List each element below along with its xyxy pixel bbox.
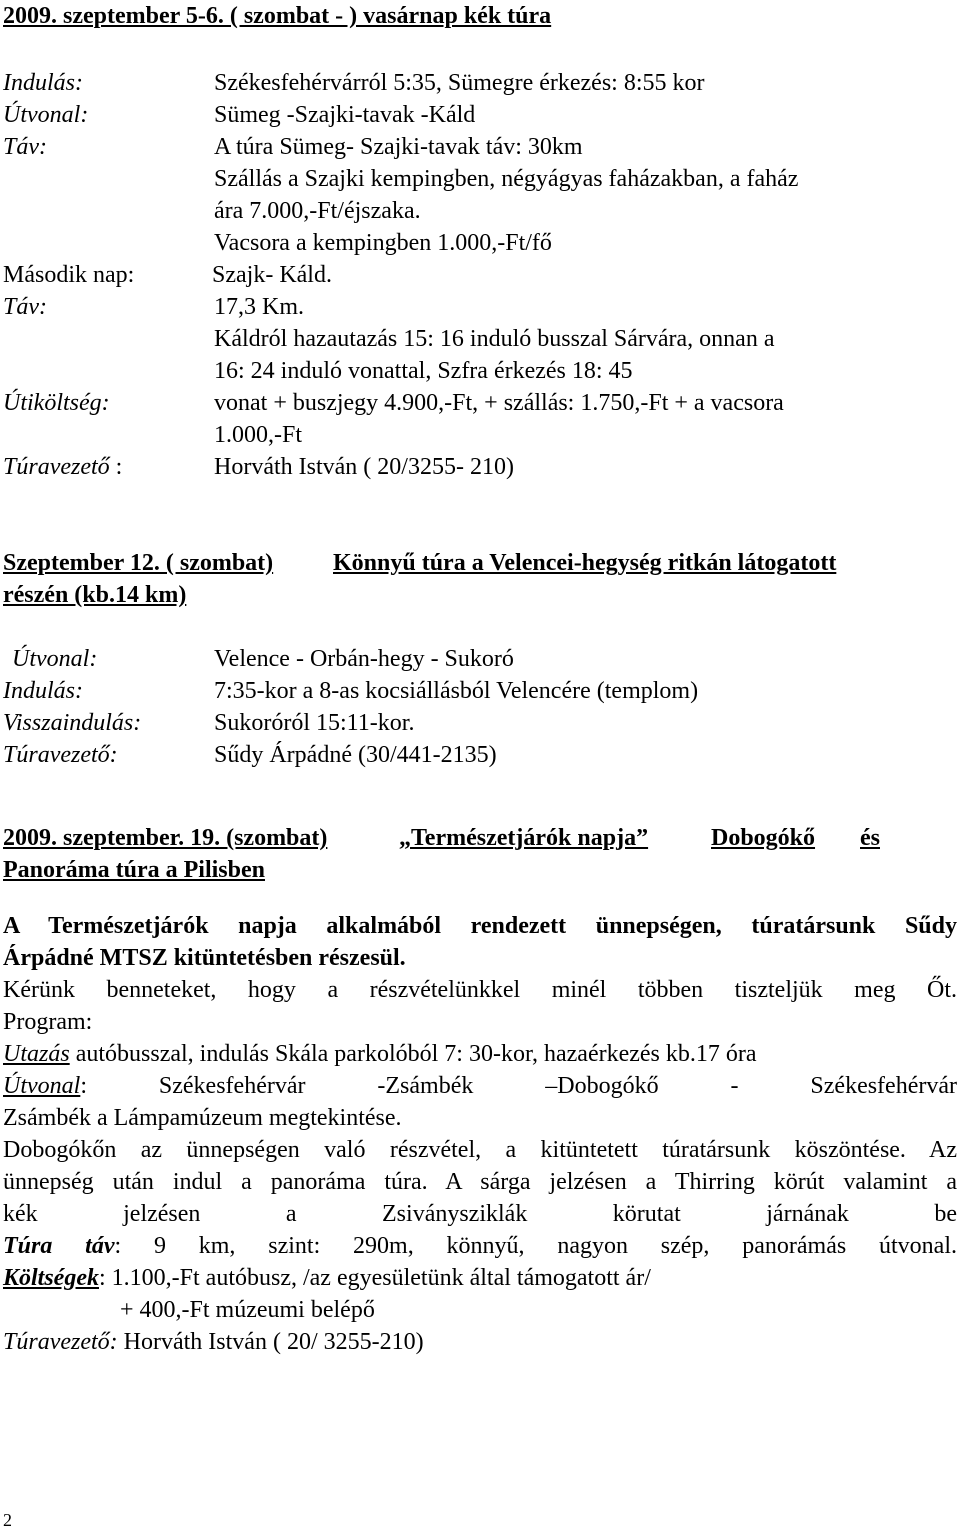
turavezeto-line-3 bbox=[3, 1326, 424, 1358]
section1-heading: 2009. szeptember 5-6. ( szombat - ) vasárnap kék túra bbox=[3, 3, 552, 29]
hazautazas-line-2: 16: 24 induló vonattal, Szfra érkezés 18: 45 bbox=[214, 358, 633, 384]
turatav-line bbox=[3, 1230, 957, 1262]
koltsegek-label: Költségek bbox=[3, 1265, 99, 1291]
value-indulas: Székesfehérvárról 5:35, Sümegre érkezés: 8:55 kor bbox=[214, 70, 705, 96]
value-utvonal-2: Velence - Orbán-hegy - Sukoró bbox=[214, 646, 514, 672]
value-indulas-2: 7:35-kor a 8-as kocsiállásból Velencére (templom) bbox=[214, 678, 699, 704]
utikoltseg-line-2: 1.000,-Ft bbox=[214, 422, 303, 448]
value-tav: A túra Sümeg- Szajki-tavak táv: 30km bbox=[214, 134, 583, 160]
dobogo-line-3: kék jelzésen a Zsiványsziklák körutat járnának be bbox=[3, 1201, 957, 1227]
turavezeto-label-3: Túravezető: bbox=[3, 1329, 118, 1355]
utazas-text: autóbusszal, indulás Skála parkolóból 7: 30-kor, hazaérkezés kb.17 óra bbox=[69, 1041, 757, 1067]
utvonal-line bbox=[3, 1070, 957, 1102]
dobogo-line-1: Dobogókőn az ünnepségen való részvétel, a kitüntetett túratársunk köszöntése. Az bbox=[3, 1137, 957, 1163]
section2-heading-title: Könnyű túra a Velencei-hegység ritkán látogatott bbox=[333, 550, 837, 576]
label-indulas-2: Indulás: bbox=[3, 678, 83, 704]
value-turavezeto-1: Horváth István ( 20/3255- 210) bbox=[214, 454, 514, 480]
label-tav-2: Táv: bbox=[3, 294, 47, 320]
label-utvonal: Útvonal: bbox=[3, 102, 89, 128]
label-indulas: Indulás: bbox=[3, 70, 83, 96]
section2-heading-title-cont: részén (kb.14 km) bbox=[3, 582, 187, 608]
program-label: Program: bbox=[3, 1009, 93, 1035]
utvonal-text-3: : Székesfehérvár -Zsámbék –Dobogókő - Székesfehérvár bbox=[80, 1073, 957, 1099]
turavezeto-text-3: Horváth István ( 20/ 3255-210) bbox=[117, 1329, 424, 1355]
label-tav: Táv: bbox=[3, 134, 47, 160]
label-utikoltseg: Útiköltség: bbox=[3, 390, 110, 416]
value-turavezeto-2: Sűdy Árpádné (30/441-2135) bbox=[214, 742, 497, 768]
section3-heading-panorama: Panoráma túra a Pilisben bbox=[3, 857, 265, 883]
koltsegek-line bbox=[3, 1262, 651, 1294]
utvonal-label-3: Útvonal bbox=[3, 1073, 81, 1099]
section3-heading-event: „Természetjárók napja” bbox=[399, 825, 649, 851]
dobogo-line-2: ünnepség után indul a panoráma túra. A sárga jelzésen a Thirring körút valamint a bbox=[3, 1169, 957, 1195]
turavezeto-colon: : bbox=[109, 454, 123, 480]
turavezeto-word: Túravezető bbox=[3, 454, 110, 480]
section3-heading-place: Dobogókő bbox=[711, 825, 816, 851]
value-masodik-nap: Szajk- Káld. bbox=[212, 262, 332, 288]
utazas-label: Utazás bbox=[3, 1041, 70, 1067]
label-utvonal-2: Útvonal: bbox=[12, 646, 98, 672]
request-paragraph: Kérünk benneteket, hogy a részvételünkkel minél többen tiszteljük meg Őt. bbox=[3, 977, 957, 1003]
szallas-line-1: Szállás a Szajki kempingben, négyágyas faházakban, a faház bbox=[214, 166, 799, 192]
page-number: 2 bbox=[3, 1510, 12, 1530]
vacsora-line: Vacsora a kempingben 1.000,-Ft/fő bbox=[214, 230, 552, 256]
section2-heading-date: Szeptember 12. ( szombat) bbox=[3, 550, 274, 576]
label-turavezeto-1 bbox=[3, 451, 122, 483]
zsambek-line: Zsámbék a Lámpamúzeum megtekintése. bbox=[3, 1105, 402, 1131]
label-turavezeto-2: Túravezető: bbox=[3, 742, 118, 768]
utazas-line bbox=[3, 1038, 757, 1070]
value-utikoltseg: vonat + buszjegy 4.900,-Ft, + szállás: 1.750,-Ft + a vacsora bbox=[214, 390, 784, 416]
szallas-line-2: ára 7.000,-Ft/éjszaka. bbox=[214, 198, 421, 224]
label-visszaindulas: Visszaindulás: bbox=[3, 710, 142, 736]
section3-heading-and: és bbox=[860, 825, 880, 851]
value-tav-2: 17,3 Km. bbox=[214, 294, 304, 320]
koltsegek-text: : 1.100,-Ft autóbusz, /az egyesületünk által támogatott ár/ bbox=[99, 1265, 651, 1291]
announcement-line-2: Árpádné MTSZ kitüntetésben részesül. bbox=[3, 945, 406, 971]
turatav-label: Túra táv bbox=[3, 1233, 115, 1259]
announcement-line-1: A Természetjárók napja alkalmából rendezett ünnepségen, túratársunk Sűdy bbox=[3, 913, 957, 939]
hazautazas-line-1: Káldról hazautazás 15: 16 induló busszal Sárvára, onnan a bbox=[214, 326, 775, 352]
label-masodik-nap: Második nap: bbox=[3, 262, 135, 288]
section3-heading-date: 2009. szeptember. 19. (szombat) bbox=[3, 825, 328, 851]
value-visszaindulas: Sukoróról 15:11-kor. bbox=[214, 710, 415, 736]
koltsegek-line-2: + 400,-Ft múzeumi belépő bbox=[120, 1297, 375, 1323]
value-utvonal: Sümeg -Szajki-tavak -Káld bbox=[214, 102, 476, 128]
turatav-text: : 9 km, szint: 290m, könnyű, nagyon szép, panorámás útvonal. bbox=[114, 1233, 957, 1259]
